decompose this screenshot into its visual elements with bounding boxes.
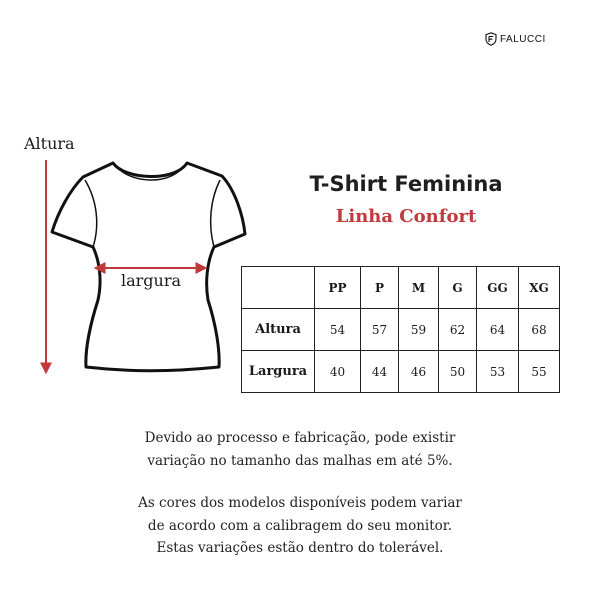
size-header-xg: XG (519, 267, 560, 309)
width-label: largura (121, 271, 182, 290)
size-header-m: M (399, 267, 439, 309)
color-note (60, 492, 540, 560)
largura-gg: 53 (477, 351, 519, 393)
altura-gg: 64 (477, 309, 519, 351)
size-header-pp: PP (315, 267, 361, 309)
altura-xg: 68 (519, 309, 560, 351)
size-row-altura (242, 309, 560, 351)
altura-m: 59 (399, 309, 439, 351)
altura-pp: 54 (315, 309, 361, 351)
altura-p: 57 (361, 309, 399, 351)
note-line: variação no tamanho das malhas em até 5%. (147, 452, 453, 469)
size-header-p: P (361, 267, 399, 309)
product-title: T-Shirt Feminina (309, 172, 503, 196)
largura-pp: 40 (315, 351, 361, 393)
row-label-largura: Largura (242, 351, 315, 393)
note-line: Devido ao processo e fabricação, pode existir (144, 430, 456, 446)
height-label: Altura (24, 134, 75, 153)
row-label-altura: Altura (242, 309, 315, 351)
largura-m: 46 (399, 351, 439, 393)
product-subtitle: Linha Confort (335, 206, 477, 227)
tshirt-outline (52, 163, 245, 371)
brand-name: FALUCCI (500, 33, 546, 45)
size-header-row (242, 267, 560, 309)
note-line: Estas variações estão dentro do tolerável. (156, 540, 444, 556)
largura-xg: 55 (519, 351, 560, 393)
size-table (241, 266, 560, 393)
altura-g: 62 (439, 309, 477, 351)
largura-p: 44 (361, 351, 399, 393)
size-header-gg: GG (477, 267, 519, 309)
note-line: As cores dos modelos disponíveis podem variar (138, 495, 462, 511)
size-row-largura (242, 351, 560, 393)
note-line: de acordo com a calibragem do seu monitor. (147, 517, 453, 534)
manufacturing-note (60, 427, 540, 472)
largura-g: 50 (439, 351, 477, 393)
size-header-g: G (439, 267, 477, 309)
size-header-empty (242, 267, 315, 309)
